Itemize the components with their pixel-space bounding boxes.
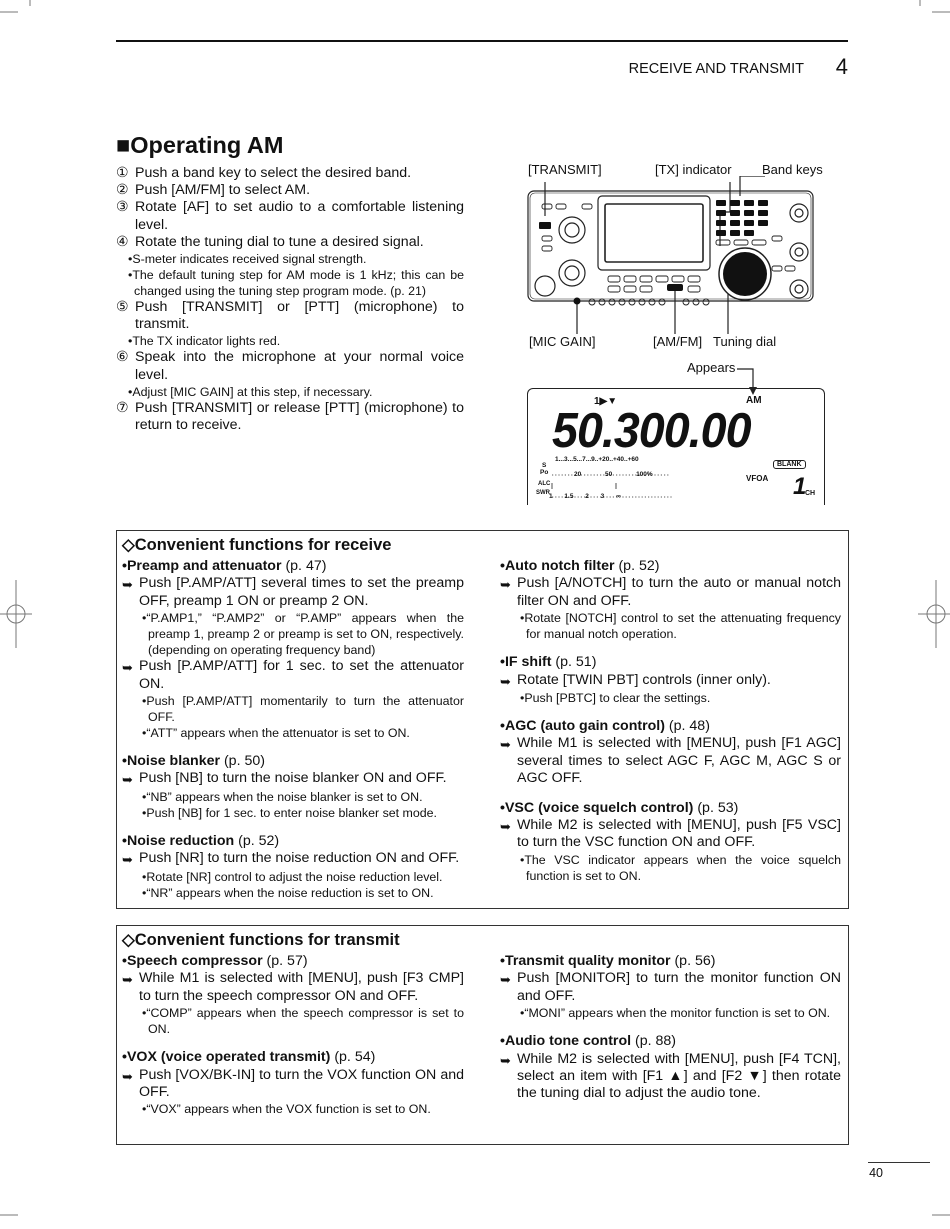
instruction-text: Push [NR] to turn the noise reduction ON and OFF. <box>139 850 460 867</box>
step-number: ④ <box>116 233 129 250</box>
frequency-readout: 50.300.00 <box>552 404 751 458</box>
step-item <box>116 234 464 251</box>
function-item <box>500 1033 841 1103</box>
function-name: Transmit quality monitor <box>504 953 671 969</box>
step-item <box>116 299 464 333</box>
arrow-icon: ➥ <box>500 819 511 835</box>
function-item <box>500 718 841 788</box>
chapter-number: 4 <box>835 54 848 79</box>
step-item <box>116 400 464 434</box>
instruction-text: Push [NB] to turn the noise blanker ON and OFF. <box>139 770 447 787</box>
mode-indicator: AM <box>746 395 762 406</box>
instruction <box>500 1051 841 1103</box>
instruction <box>500 575 841 610</box>
instruction-note: •Rotate [NOTCH] control to set the attenuating frequency for manual notch operation. <box>520 611 841 642</box>
step-text: Push [TRANSMIT] or [PTT] (microphone) to transmit. <box>135 299 464 333</box>
instruction <box>122 658 464 693</box>
instruction-text: Push [MONITOR] to turn the monitor function ON and OFF. <box>517 970 841 1004</box>
function-heading <box>122 953 464 970</box>
function-heading <box>500 558 841 575</box>
function-heading <box>122 833 464 850</box>
arrow-icon: ➥ <box>500 972 511 988</box>
function-heading <box>122 558 464 575</box>
function-name: VSC (voice squelch control) <box>504 799 694 816</box>
header-rule <box>116 40 848 42</box>
page-reference: (p. 53) <box>693 799 739 816</box>
po-label: Po <box>540 469 549 476</box>
instruction <box>500 672 841 690</box>
ch-label: CH <box>805 490 816 497</box>
label-transmit: [TRANSMIT] <box>528 162 602 177</box>
step-note: •The TX indicator lights red. <box>128 334 281 349</box>
function-item <box>122 953 464 1037</box>
instruction-note: •“MONI” appears when the monitor function is set to ON. <box>520 1006 831 1021</box>
step-item <box>116 349 464 383</box>
instruction-text: Push [P.AMP/ATT] for 1 sec. to set the attenuator ON. <box>139 658 464 692</box>
function-name: Noise blanker <box>126 753 221 770</box>
channel-number: 1 <box>793 473 807 500</box>
arrow-icon: ➥ <box>122 1068 133 1084</box>
instruction <box>122 770 464 788</box>
page-reference: (p. 57) <box>262 953 308 969</box>
label-am-fm: [AM/FM] <box>653 334 703 349</box>
label-tuning-dial: Tuning dial <box>713 334 777 349</box>
step-note: •Adjust [MIC GAIN] at this step, if necessary. <box>128 384 373 399</box>
label-band-keys: Band keys <box>762 162 823 177</box>
page-reference: (p. 48) <box>664 718 710 735</box>
transmit-right-column <box>500 953 841 1115</box>
function-name: VOX (voice operated transmit) <box>126 1049 331 1066</box>
arrow-icon: ➥ <box>500 577 511 593</box>
label-appears: Appears <box>687 360 736 375</box>
instruction-note: •“NR” appears when the noise reduction is set to ON. <box>142 885 434 900</box>
instruction-text: Push [P.AMP/ATT] several times to set the preamp OFF, preamp 1 ON or preamp 2 ON. <box>139 575 464 609</box>
alc-label: ALC <box>538 481 551 487</box>
function-item <box>122 753 464 821</box>
meter-scales-graphic <box>528 389 824 505</box>
s-label: S <box>542 462 547 469</box>
diamond-icon: ◇ <box>122 536 135 554</box>
instruction-note: •“ATT” appears when the attenuator is set to ON. <box>142 726 410 741</box>
function-item <box>122 558 464 741</box>
bullet-icon: • <box>500 953 505 969</box>
step-text: Push a band key to select the desired band. <box>135 165 412 181</box>
instruction-text: While M1 is selected with [MENU], push [F3 CMP] to turn the speech compressor ON and OFF. <box>139 970 464 1004</box>
instruction <box>500 970 841 1005</box>
function-item <box>122 1049 464 1117</box>
instruction-note: •“NB” appears when the noise blanker is set to ON. <box>142 789 423 804</box>
function-name: Speech compressor <box>126 953 263 969</box>
instruction-text: Push [A/NOTCH] to turn the auto or manual notch filter ON and OFF. <box>517 575 841 609</box>
bullet-icon: • <box>500 718 505 735</box>
instruction-text: While M1 is selected with [MENU], push [F1 AGC] several times to select AGC F, AGC M, AGC S or AGC OFF. <box>517 735 841 787</box>
step-text: Push [TRANSMIT] or release [PTT] (microphone) to return to receive. <box>135 399 464 434</box>
antenna-vfo-indicator-icon: 1▶▼ <box>594 396 618 407</box>
instruction <box>500 817 841 852</box>
step-item <box>116 182 464 199</box>
bullet-icon: • <box>500 654 505 671</box>
blank-indicator: BLANK <box>773 460 806 469</box>
bullet-icon: • <box>500 1033 505 1050</box>
function-item <box>500 558 841 642</box>
step-item <box>116 165 464 182</box>
swr-scale: 1 1.5 2 3 ∞ <box>549 493 621 500</box>
arrow-icon: ➥ <box>122 972 133 988</box>
step-text: Rotate the tuning dial to tune a desired signal. <box>135 233 424 250</box>
instruction-note: •“COMP” appears when the speech compressor is set to ON. <box>142 1006 464 1037</box>
instruction <box>122 1067 464 1102</box>
instruction-note: •The VSC indicator appears when the voice squelch function is set to ON. <box>520 852 841 883</box>
transmit-left-column <box>122 953 464 1129</box>
s-meter-scale: 1...3...5...7...9..+20..+40..+60 <box>555 456 639 463</box>
function-name: Preamp and attenuator <box>126 558 282 574</box>
function-heading <box>122 753 464 770</box>
function-heading <box>500 1033 841 1050</box>
step-note: •The default tuning step for AM mode is 1 kHz; this can be changed using the tuning step program mode. (p. 21) <box>128 268 464 299</box>
square-bullet-icon: ■ <box>116 132 131 158</box>
function-name: Auto notch filter <box>504 558 615 574</box>
footer-rule <box>868 1162 930 1163</box>
instruction-note: •“P.AMP1,” “P.AMP2” or “P.AMP” appears when the preamp 1, preamp 2 or preamp is set to ON, respectively. (depending on operating frequency band) <box>142 611 464 658</box>
step-note: •S-meter indicates received signal strength. <box>128 252 367 267</box>
bullet-icon: • <box>122 832 127 849</box>
instruction-note: •Rotate [NR] control to adjust the noise reduction level. <box>142 869 443 884</box>
instruction <box>122 575 464 610</box>
step-number: ③ <box>116 199 129 216</box>
bullet-icon: • <box>122 953 127 969</box>
function-heading <box>500 718 841 735</box>
swr-label: SWR <box>536 490 550 496</box>
arrow-icon: ➥ <box>122 772 133 788</box>
arrow-icon: ➥ <box>122 852 133 868</box>
instruction <box>122 970 464 1005</box>
function-heading <box>500 654 841 671</box>
function-heading <box>122 1049 464 1066</box>
step-item <box>116 199 464 233</box>
function-name: AGC (auto gain control) <box>504 718 665 735</box>
page-reference: (p. 47) <box>281 558 327 574</box>
instruction-text: While M2 is selected with [MENU], push [F4 TCN], select an item with [F1 ▲] and [F2 ▼] then rotate the tuning dial to adjust the audio tone. <box>517 1050 841 1102</box>
instruction-text: Push [VOX/BK-IN] to turn the VOX function ON and OFF. <box>139 1066 464 1101</box>
function-item <box>500 953 841 1021</box>
page-reference: (p. 54) <box>330 1049 376 1066</box>
running-header: RECEIVE AND TRANSMIT <box>628 61 804 77</box>
arrow-icon: ➥ <box>500 673 511 689</box>
page-number: 40 <box>869 1166 883 1180</box>
function-item <box>500 800 841 884</box>
function-name: Noise reduction <box>126 832 235 849</box>
step-number: ⑥ <box>116 349 129 366</box>
transmit-box-title: ◇Convenient functions for transmit <box>122 931 400 949</box>
bullet-icon: • <box>122 1049 127 1066</box>
bullet-icon: • <box>122 558 127 574</box>
receive-right-column <box>500 558 841 896</box>
function-heading <box>500 800 841 817</box>
step-text: Rotate [AF] to set audio to a comfortable listening level. <box>135 199 464 233</box>
bullet-icon: • <box>122 753 127 770</box>
instruction-note: •Push [NB] for 1 sec. to enter noise blanker set mode. <box>142 805 437 820</box>
function-item <box>500 654 841 706</box>
step-number: ① <box>116 165 129 181</box>
steps-list <box>116 165 464 434</box>
step-text: Push [AM/FM] to select AM. <box>135 182 311 199</box>
page-reference: (p. 51) <box>551 654 597 671</box>
receive-box-title: ◇Convenient functions for receive <box>122 536 392 554</box>
vfo-indicator: VFOA <box>746 474 769 483</box>
label-tx-indicator: [TX] indicator <box>655 162 732 177</box>
step-number: ⑦ <box>116 399 129 416</box>
function-name: IF shift <box>504 654 552 671</box>
page-reference: (p. 52) <box>234 832 280 849</box>
instruction <box>122 850 464 868</box>
step-text: Speak into the microphone at your normal voice level. <box>135 349 464 383</box>
function-name: Audio tone control <box>504 1033 632 1050</box>
instruction-note: •“VOX” appears when the VOX function is set to ON. <box>142 1102 431 1117</box>
receive-left-column <box>122 558 464 913</box>
po-scale: 20 50 100% <box>574 471 653 478</box>
section-title: ■Operating AM <box>116 132 284 158</box>
page-reference: (p. 88) <box>631 1033 677 1050</box>
step-number: ⑤ <box>116 299 129 316</box>
instruction-text: While M2 is selected with [MENU], push [F5 VSC] to turn the VSC function ON and OFF. <box>517 817 841 851</box>
lcd-display-illustration <box>527 388 825 505</box>
arrow-icon: ➥ <box>122 577 133 593</box>
arrow-icon: ➥ <box>122 660 133 676</box>
page-reference: (p. 56) <box>670 953 716 969</box>
page-reference: (p. 52) <box>614 558 660 574</box>
function-heading <box>500 953 841 970</box>
page-reference: (p. 50) <box>220 753 265 770</box>
instruction-note: •Push [P.AMP/ATT] momentarily to turn the attenuator OFF. <box>142 694 464 725</box>
label-mic-gain: [MIC GAIN] <box>529 334 596 349</box>
arrow-icon: ➥ <box>500 737 511 753</box>
function-item <box>122 833 464 901</box>
radio-front-panel-illustration <box>520 176 820 336</box>
bullet-icon: • <box>500 558 505 574</box>
instruction-note: •Push [PBTC] to clear the settings. <box>520 691 711 706</box>
step-number: ② <box>116 182 129 199</box>
arrow-icon: ➥ <box>500 1052 511 1068</box>
diamond-icon: ◇ <box>122 931 135 949</box>
instruction-text: Rotate [TWIN PBT] controls (inner only). <box>517 671 771 688</box>
bullet-icon: • <box>500 799 505 816</box>
instruction <box>500 735 841 787</box>
